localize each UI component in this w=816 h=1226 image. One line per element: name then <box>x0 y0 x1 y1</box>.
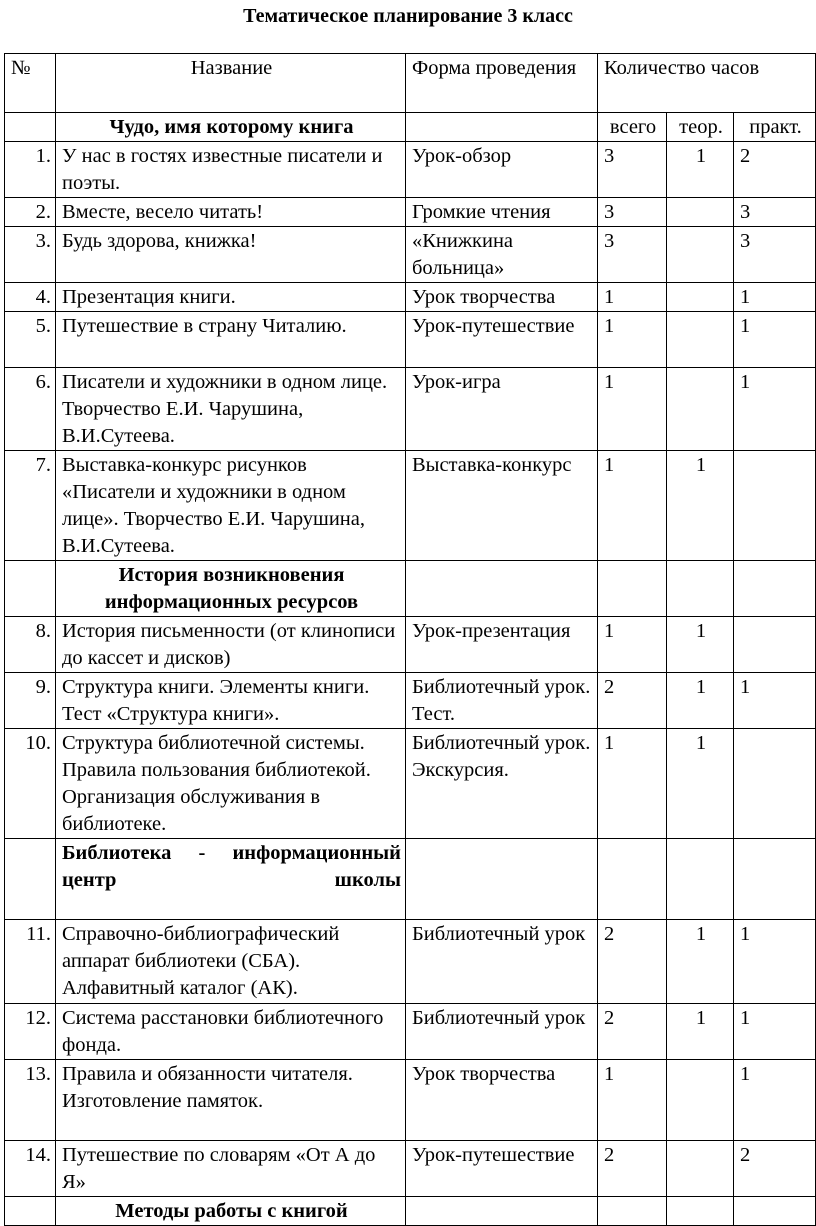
section-theory-cell <box>667 561 734 617</box>
lesson-name: Структура библиотечной системы. Правила пользования библиотекой. Организация обслуживания в библиотеке. <box>56 729 406 839</box>
lesson-form: Урок-презентация <box>406 617 598 673</box>
hours-total: 1 <box>598 283 667 312</box>
table-row <box>5 142 816 198</box>
hours-practice: 1 <box>734 312 816 368</box>
row-number: 12. <box>5 1004 56 1060</box>
section-num-cell <box>5 839 56 920</box>
hours-theory <box>667 312 734 368</box>
hours-total: 3 <box>598 198 667 227</box>
section-theory-cell <box>667 1197 734 1226</box>
hours-practice: 3 <box>734 227 816 283</box>
section-practice-cell <box>734 839 816 920</box>
hours-practice: 1 <box>734 283 816 312</box>
hours-theory <box>667 198 734 227</box>
table-row <box>5 729 816 839</box>
section-title: Чудо, имя которому книга <box>56 113 406 142</box>
section-total-cell <box>598 839 667 920</box>
lesson-form: «Книжкина больница» <box>406 227 598 283</box>
lesson-name: Презентация книги. <box>56 283 406 312</box>
hours-practice: 1 <box>734 1060 816 1141</box>
hours-total: 2 <box>598 1004 667 1060</box>
table-row <box>5 1060 816 1141</box>
section-form-cell <box>406 113 598 142</box>
lesson-name: Путешествие по словарям «От А до Я» <box>56 1141 406 1197</box>
section-total-cell <box>598 1197 667 1226</box>
hours-theory <box>667 283 734 312</box>
hours-total: 2 <box>598 673 667 729</box>
row-number: 5. <box>5 312 56 368</box>
hours-theory: 1 <box>667 673 734 729</box>
row-number: 13. <box>5 1060 56 1141</box>
hours-practice: 2 <box>734 142 816 198</box>
table-row <box>5 368 816 451</box>
hours-theory <box>667 1060 734 1141</box>
header-num: № <box>5 54 56 113</box>
subheader-practice: практ. <box>734 113 816 142</box>
lesson-form: Библиотечный урок <box>406 1004 598 1060</box>
table-row <box>5 1004 816 1060</box>
hours-practice: 1 <box>734 673 816 729</box>
table-row <box>5 312 816 368</box>
section-num-cell <box>5 561 56 617</box>
page-title: Тематическое планирование 3 класс <box>243 5 573 27</box>
lesson-name: Писатели и художники в одном лице. Творчество Е.И. Чарушина, В.И.Сутеева. <box>56 368 406 451</box>
table-row <box>5 283 816 312</box>
section-row <box>5 839 816 920</box>
row-number: 8. <box>5 617 56 673</box>
hours-total: 3 <box>598 227 667 283</box>
hours-total: 1 <box>598 368 667 451</box>
row-number: 1. <box>5 142 56 198</box>
header-row <box>5 54 816 113</box>
hours-theory <box>667 227 734 283</box>
table-row <box>5 673 816 729</box>
hours-theory: 1 <box>667 142 734 198</box>
lesson-name: Путешествие в страну Читалию. <box>56 312 406 368</box>
hours-total: 3 <box>598 142 667 198</box>
section-row <box>5 113 816 142</box>
hours-total: 2 <box>598 920 667 1004</box>
lesson-name: Будь здорова, книжка! <box>56 227 406 283</box>
lesson-name: Вместе, весело читать! <box>56 198 406 227</box>
section-practice-cell <box>734 561 816 617</box>
hours-theory: 1 <box>667 617 734 673</box>
section-form-cell <box>406 561 598 617</box>
subheader-total: всего <box>598 113 667 142</box>
hours-practice: 1 <box>734 920 816 1004</box>
hours-practice <box>734 451 816 561</box>
lesson-form: Урок творчества <box>406 283 598 312</box>
lesson-form: Урок-обзор <box>406 142 598 198</box>
row-number: 9. <box>5 673 56 729</box>
table-row <box>5 920 816 1004</box>
row-number: 6. <box>5 368 56 451</box>
hours-theory <box>667 368 734 451</box>
hours-theory: 1 <box>667 451 734 561</box>
header-hours: Количество часов <box>598 54 816 113</box>
row-number: 2. <box>5 198 56 227</box>
hours-practice: 3 <box>734 198 816 227</box>
table-row <box>5 451 816 561</box>
lesson-name: История письменности (от клинописи до кассет и дисков) <box>56 617 406 673</box>
lesson-form: Урок-игра <box>406 368 598 451</box>
lesson-form: Урок-путешествие <box>406 1141 598 1197</box>
lesson-form: Библиотечный урок. Экскурсия. <box>406 729 598 839</box>
lesson-form: Библиотечный урок. Тест. <box>406 673 598 729</box>
table-row <box>5 1141 816 1197</box>
planning-table <box>4 53 816 1226</box>
lesson-name: Структура книги. Элементы книги. Тест «Структура книги». <box>56 673 406 729</box>
section-num-cell <box>5 113 56 142</box>
hours-theory <box>667 1141 734 1197</box>
section-total-cell <box>598 561 667 617</box>
row-number: 10. <box>5 729 56 839</box>
section-practice-cell <box>734 1197 816 1226</box>
hours-practice: 1 <box>734 1004 816 1060</box>
hours-theory: 1 <box>667 920 734 1004</box>
hours-total: 2 <box>598 1141 667 1197</box>
section-title: Методы работы с книгой <box>56 1197 406 1226</box>
section-form-cell <box>406 1197 598 1226</box>
hours-practice <box>734 729 816 839</box>
section-row <box>5 1197 816 1226</box>
lesson-form: Библиотечный урок <box>406 920 598 1004</box>
row-number: 11. <box>5 920 56 1004</box>
lesson-form: Громкие чтения <box>406 198 598 227</box>
lesson-form: Урок-путешествие <box>406 312 598 368</box>
hours-practice: 2 <box>734 1141 816 1197</box>
lesson-name: Система расстановки библиотечного фонда. <box>56 1004 406 1060</box>
section-form-cell <box>406 839 598 920</box>
lesson-name: Справочно-библиографический аппарат библиотеки (СБА). Алфавитный каталог (АК). <box>56 920 406 1004</box>
hours-theory: 1 <box>667 729 734 839</box>
hours-practice <box>734 617 816 673</box>
section-num-cell <box>5 1197 56 1226</box>
lesson-form: Урок творчества <box>406 1060 598 1141</box>
row-number: 7. <box>5 451 56 561</box>
lesson-name: Правила и обязанности читателя. Изготовление памяток. <box>56 1060 406 1141</box>
row-number: 4. <box>5 283 56 312</box>
hours-total: 1 <box>598 451 667 561</box>
subheader-theory: теор. <box>667 113 734 142</box>
hours-total: 1 <box>598 1060 667 1141</box>
table-row <box>5 617 816 673</box>
section-title: История возникновения информационных ресурсов <box>56 561 406 617</box>
lesson-name: Выставка-конкурс рисунков «Писатели и художники в одном лице». Творчество Е.И. Чарушина, В.И.Сутеева. <box>56 451 406 561</box>
hours-total: 1 <box>598 617 667 673</box>
section-row <box>5 561 816 617</box>
table-row <box>5 227 816 283</box>
hours-total: 1 <box>598 729 667 839</box>
planning-table-body <box>5 54 816 1226</box>
section-title: Библиотека - информационный центр школы <box>56 839 406 920</box>
table-row <box>5 198 816 227</box>
row-number: 14. <box>5 1141 56 1197</box>
lesson-form: Выставка-конкурс <box>406 451 598 561</box>
hours-theory: 1 <box>667 1004 734 1060</box>
hours-total: 1 <box>598 312 667 368</box>
lesson-name: У нас в гостях известные писатели и поэты. <box>56 142 406 198</box>
section-theory-cell <box>667 839 734 920</box>
row-number: 3. <box>5 227 56 283</box>
header-form: Форма проведения <box>406 54 598 113</box>
header-name: Название <box>56 54 406 113</box>
hours-practice: 1 <box>734 368 816 451</box>
